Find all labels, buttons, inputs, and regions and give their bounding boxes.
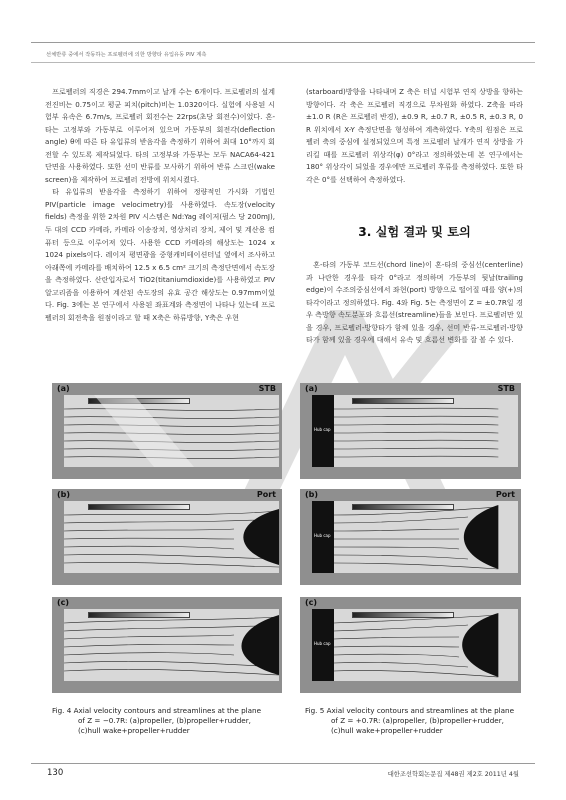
panel-label: (c) <box>305 598 318 607</box>
side-label: STB <box>258 384 276 393</box>
footer-rule <box>31 763 535 764</box>
contour-plot <box>64 501 279 573</box>
panel-label: (a) <box>57 384 70 393</box>
streamlines <box>64 501 279 573</box>
streamlines <box>64 609 279 681</box>
streamlines <box>334 501 518 573</box>
caption-line: Fig. 4 Axial velocity contours and streamlines at the plane <box>52 706 262 715</box>
contour-plot <box>64 609 279 681</box>
caption-line: (c)hull wake+propeller+rudder <box>331 726 443 735</box>
streamlines <box>64 395 279 467</box>
body-paragraph: 혼-타의 가동부 코드선(chord line)이 혼-타의 중심선(centerline)과 나란한 경우를 타각 0°라고 정의하며 가동부의 뒷날(trailing edge)이 수조의중심선에서 좌현(port) 방향으로 떨어질 때를 양(+)의 타각이라고 정의하였다. Fig. 4와 Fig. 5는 측정면이 Z = ±0.7R일 경우 측방향 속도분포와 흐름선(streamline)들을 보인다. 프로펠러만 있을 경우, 프로펠러-방향타가 함께 있을 경우, 선미 반류-프로펠러-방향타가 함께 있을 경우에 대해서 유속 및 흐름선 변화를 잘 볼 수 있다. <box>306 260 523 345</box>
contour-plot <box>312 395 518 467</box>
panel-label: (c) <box>57 598 70 607</box>
body-paragraph: 타 유입류의 받음각을 측정하기 위하여 정량적인 가시화 기법인 PIV(particle image velocimetry)를 사용하였다. 속도장(velocity fields) 측정을 위한 2차원 PIV 시스템은 Nd:Yag 레이저(펄스 당 200mJ), 두 대의 CCD 카메라, 카메라 이송장치, 영상처리 장치, 제어 및 계산용 컴퓨터 등으로 이루어져 있다. 사용한 CCD 카메라의 해상도는 1024 x 1024 pixels이다. 레이저 평면광을 중형캐비테이션터널 옆에서 조사하고 아래쪽에 카메라를 배치하여 12.5 x 6.5 cm² 크기의 측정단면에서 속도장을 측정하였다. 산란입자로서 TiO2(titaniumdioxide)를 사용하였고 PIV 알고리즘을 이용하여 계산된 속도장의 유효 공간 해상도는 0.97mm이었다. Fig. 3에는 본 연구에서 사용된 좌표계와 측정면이 나타나 있는데 프로펠러의 회전축을 원점이라고 할 때 X축은 하류방향, Y축은 우현 <box>45 187 275 322</box>
fig4-panel-c <box>52 597 282 693</box>
body-paragraph: (starboard)방향을 나타내며 Z 축은 터널 시험부 연직 상방을 향하는 방향이다. 각 축은 프로펠러 직경으로 무차원화 하였다. Z축을 따라 ±1.0 R (R은 프로펠러 반경), ±0.9 R, ±0.7 R, ±0.5 R, ±0.3 R, 0 R 위치에서 X-Y 측정단면을 형성하여 계측하였다. Y축의 원점은 프로펠러 축의 중심에 설정되었으며 특정 프로펠러 날개가 연직 상방을 가리킬 때를 프로펠러 위상각(φ) 0°라고 정의하였는데 본 연구에서는 180° 위상각이 되었을 경우에만 프로펠러 후류를 측정하였다. 또한 타각은 0°를 선택하여 측정하였다. <box>306 87 523 184</box>
caption-line: of Z = −0.7R: (a)propeller, (b)propeller+rudder, <box>78 716 251 725</box>
side-label: Port <box>495 490 515 499</box>
side-label: Port <box>256 490 276 499</box>
caption-line: of Z = +0.7R: (a)propeller, (b)propeller+rudder, <box>331 716 504 725</box>
body-paragraph: 프로펠러의 직경은 294.7mm이고 날개 수는 6개이다. 프로펠러의 설계 전진비는 0.75이고 평균 피치(pitch)비는 1.0320이다. 실험에 사용된 시험부 유속은 6.7m/s, 프로펠러 회전수는 22rps(초당 회전수)이었다. 혼-타는 고정부와 가동부로 이루어져 있으며 가동부의 회전각(deflection angle) θ에 따른 타 유입류의 받음각을 측정하기 위하여 최대 10°까지 회전할 수 있도록 제작되었다. 타의 고정부와 가동부는 모두 NACA64-421 단면을 사용하였다. 또한 선미 반류를 모사하기 위하여 반류 스크린(wake screen)을 제작하여 프로펠러 전방에 위치시켰다. <box>45 87 275 184</box>
fig4-panel-a <box>52 383 282 479</box>
hub-cap-region: Hub cap <box>312 395 334 467</box>
right-text-column <box>306 86 523 186</box>
right-text-column-continued <box>306 259 523 347</box>
streamlines <box>334 609 518 681</box>
contour-plot <box>64 395 279 467</box>
streamlines <box>334 395 518 467</box>
top-rule <box>31 42 535 43</box>
running-head: 선체반류 중에서 작동하는 프로펠러에 의한 방향타 유입유동 PIV 계측 <box>46 52 207 58</box>
panel-label: (b) <box>305 490 319 499</box>
panel-label: (b) <box>57 490 71 499</box>
fig5-caption <box>305 706 535 736</box>
fig5-panel-a <box>300 383 521 479</box>
panel-label: (a) <box>305 384 318 393</box>
caption-line: Fig. 5 Axial velocity contours and streamlines at the plane <box>305 706 515 715</box>
caption-line: (c)hull wake+propeller+rudder <box>78 726 190 735</box>
header-rule <box>31 62 535 63</box>
fig5-panel-b <box>300 489 521 585</box>
fig4-caption <box>52 706 282 736</box>
fig5-panel-c <box>300 597 521 693</box>
side-label: STB <box>497 384 515 393</box>
hub-cap-region: Hub cap <box>312 501 334 573</box>
journal-citation: 대한조선학회논문집 제48권 제2호 2011년 4월 <box>387 771 519 778</box>
contour-plot <box>312 609 518 681</box>
contour-plot <box>312 501 518 573</box>
left-text-column <box>45 86 275 324</box>
fig4-panel-b <box>52 489 282 585</box>
page-number: 130 <box>47 768 64 778</box>
hub-cap-region: Hub cap <box>312 609 334 681</box>
section-heading: 3. 실험 결과 및 토의 <box>358 225 471 239</box>
